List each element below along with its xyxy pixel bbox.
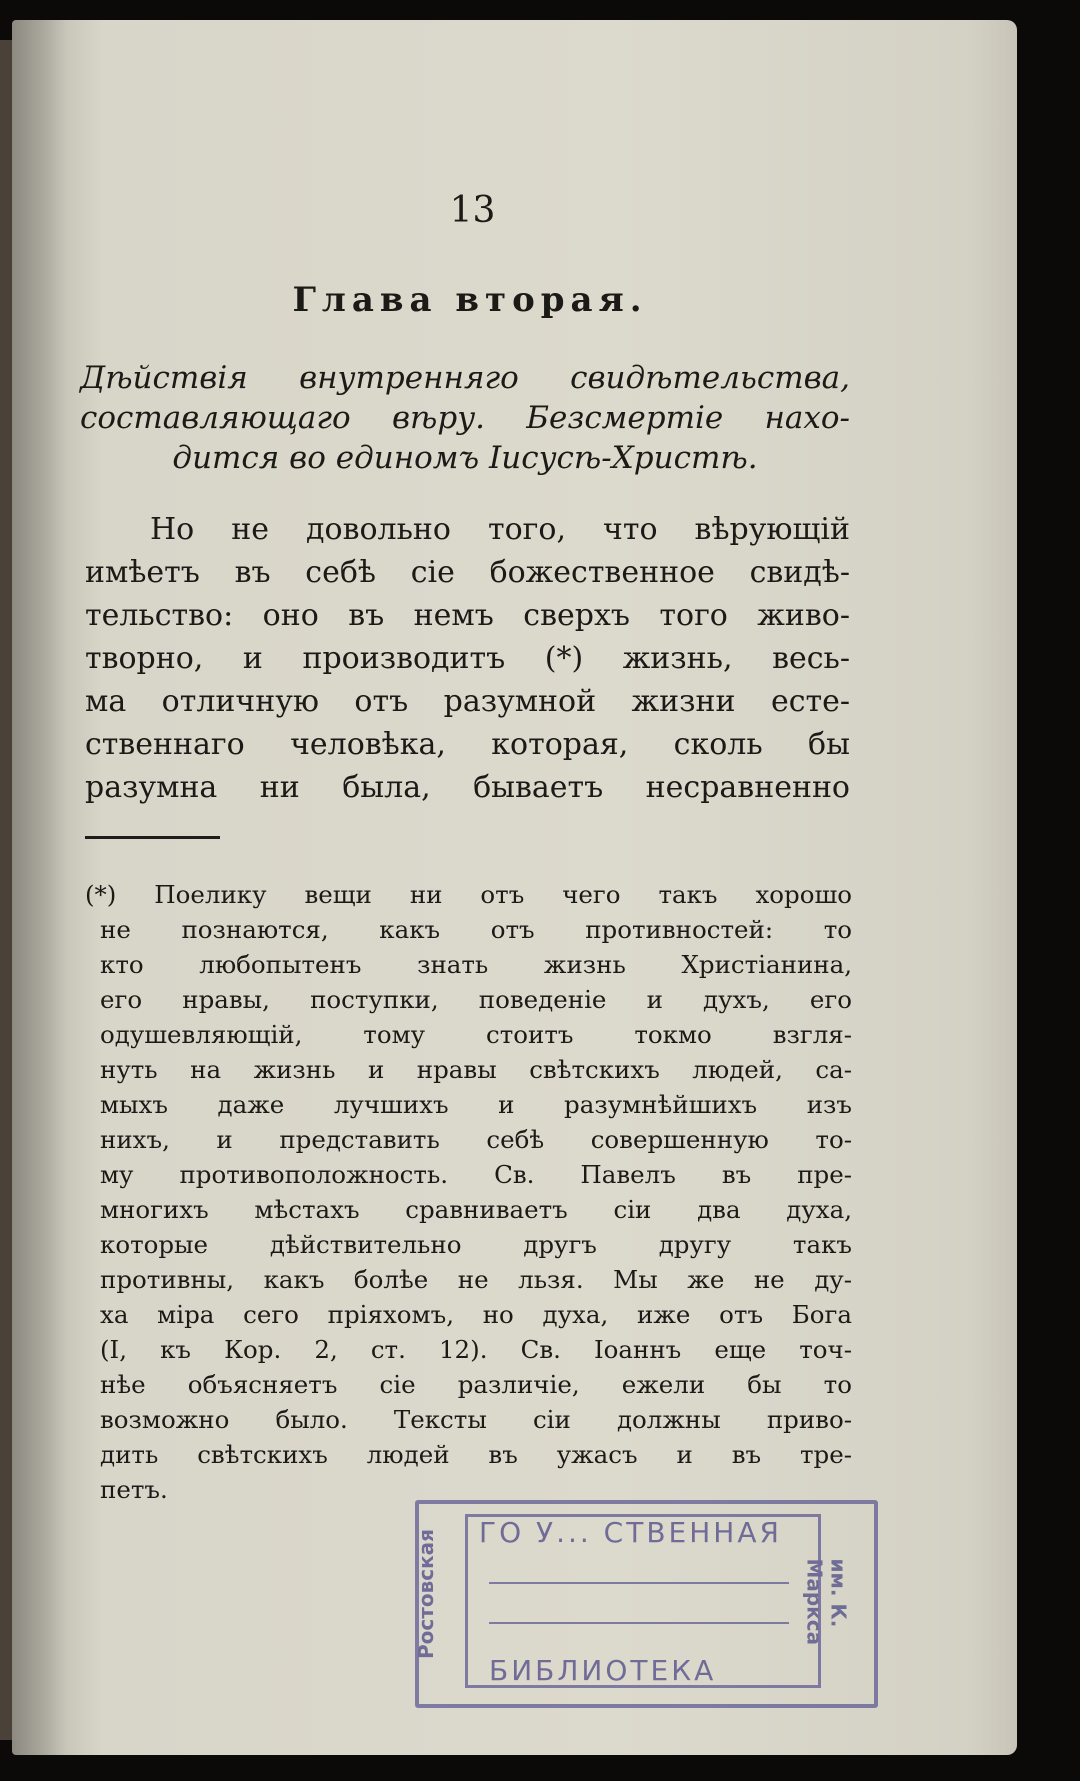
footnote-line: не познаются, какъ отъ противностей: то — [100, 915, 852, 944]
stamp-rule — [489, 1582, 789, 1584]
subtitle-line: дится во единомъ Іисусѣ-Христѣ. — [172, 440, 758, 476]
stamp-right-text: им. К. Маркса — [802, 1558, 851, 1646]
footnote-line: дить свѣтскихъ людей въ ужасъ и въ тре- — [100, 1440, 852, 1469]
footnote-line: противны, какъ болѣе не льзя. Мы же не ду- — [100, 1265, 852, 1294]
footnote-line: нѣе объясняетъ сіе различіе, ежели бы то — [100, 1370, 852, 1399]
stamp-left-text: Ростовская — [414, 1528, 439, 1660]
footnote-line: возможно было. Тексты сіи должны приво- — [100, 1405, 852, 1434]
footnote-line: мыхъ даже лучшихъ и разумнѣйшихъ изъ — [100, 1090, 852, 1119]
page-number: 13 — [449, 190, 496, 231]
stamp-bottom-text: БИБЛИОТЕКА — [489, 1654, 717, 1687]
footnote-line: му противоположность. Св. Павелъ въ пре- — [100, 1160, 852, 1189]
footnote-line: которые дѣйствительно другъ другу такъ — [100, 1230, 852, 1259]
body-line: ма отличную отъ разумной жизни есте- — [85, 684, 850, 719]
subtitle-line: Дѣйствія внутренняго свидѣтельства, — [80, 360, 850, 396]
stamp-top-text: ГО У... СТВЕННАЯ — [479, 1516, 782, 1549]
library-stamp — [415, 1500, 878, 1708]
footnote-line: его нравы, поступки, поведеніе и духъ, его — [100, 985, 852, 1014]
body-line: творно, и производитъ (*) жизнь, весь- — [85, 641, 850, 676]
body-line: тельство: оно въ немъ сверхъ того живо- — [85, 598, 850, 633]
footnote-line: ха міра сего пріяхомъ, но духа, иже отъ Бога — [100, 1300, 852, 1329]
footnote-line: нихъ, и представить себѣ совершенную то- — [100, 1125, 852, 1154]
body-line: разумна ни была, бываетъ несравненно — [85, 770, 850, 805]
footnote-line: кто любопытенъ знать жизнь Христіанина, — [100, 950, 852, 979]
footnote-divider — [85, 836, 220, 839]
body-line: имѣетъ въ себѣ сіе божественное свидѣ- — [85, 555, 850, 590]
subtitle-line: составляющаго вѣру. Безсмертіе нахо- — [80, 400, 850, 436]
body-line: Но не довольно того, что вѣрующій — [150, 512, 850, 547]
chapter-title: Глава вторая. — [292, 280, 648, 320]
body-line: ственнаго человѣка, которая, сколь бы — [85, 727, 850, 762]
footnote-line: многихъ мѣстахъ сравниваетъ сіи два духа, — [100, 1195, 852, 1224]
footnote-line: петъ. — [100, 1475, 168, 1504]
stamp-rule — [489, 1622, 789, 1624]
footnote-line: нуть на жизнь и нравы свѣтскихъ людей, са- — [100, 1055, 852, 1084]
footnote-line: (*) Поелику вещи ни отъ чего такъ хорошо — [85, 880, 852, 909]
footnote-line: (I, къ Кор. 2, ст. 12). Св. Іоаннъ еще точ- — [100, 1335, 852, 1364]
footnote-line: одушевляющій, тому стоитъ токмо взгля- — [100, 1020, 852, 1049]
